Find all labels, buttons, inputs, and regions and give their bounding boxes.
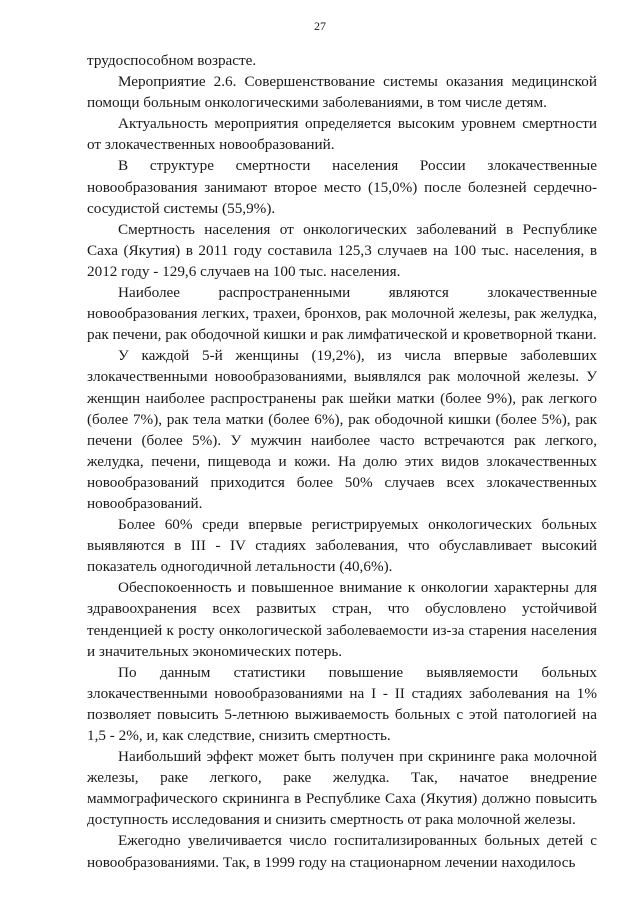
paragraph: По данным статистики повышение выявляемости больных злокачественными новообразованиями на I - II стадиях заболевания на 1% позволяет повысить 5-летнюю выживаемость больных с этой патологией на 1,5 - 2%, и, как следствие, снизить смертность. — [87, 663, 597, 744]
paragraph: Мероприятие 2.6. Совершенствование системы оказания медицинской помощи больным онкологическими заболеваниями, в том числе детям. — [87, 73, 597, 112]
paragraph: Более 60% среди впервые регистрируемых онкологических больных выявляются в III - IV стадиях заболевания, что обуславливает высокий показатель одногодичной летальности (40,6%). — [87, 516, 597, 576]
paragraph: Наибольший эффект может быть получен при скрининге рака молочной железы, раке легкого, раке желудка. Так, начатое внедрение маммографического скрининга в Республике Саха (Якутия) должно повысить доступность исследования и снизить смертность от рака молочной железы. — [87, 748, 597, 829]
paragraph: Обеспокоенность и повышенное внимание к онкологии характерны для здравоохранения всех развитых стран, что обусловлено устойчивой тенденцией к росту онкологической заболеваемости из-за старения населения и значительных экономических потерь. — [87, 579, 597, 660]
paragraph: Смертность населения от онкологических заболеваний в Республике Саха (Якутия) в 2011 году составила 125,3 случаев на 100 тыс. населения, в 2012 году - 129,6 случаев на 100 тыс. населения. — [87, 220, 597, 280]
paragraph: Наиболее распространенными являются злокачественные новообразования легких, трахеи, бронхов, рак молочной железы, рак желудка, рак печени, рак ободочной кишки и рак лимфатической и кроветворной ткани. — [87, 284, 597, 344]
document-body — [87, 50, 597, 873]
paragraph: У каждой 5-й женщины (19,2%), из числа впервые заболевших злокачественными новообразованиями, выявлялся рак молочной железы. У женщин наиболее распространены рак шейки матки (более 9%), рак легкого (более 7%), рак тела матки (более 6%), рак ободочной кишки (более 5%), рак печени (более 5%). У мужчин наиболее часто встречаются рак легкого, желудка, печени, пищевода и кожи. На долю этих видов злокачественных новообразований приходится более 50% случаев всех злокачественных новообразований. — [87, 347, 597, 512]
paragraph: Ежегодно увеличивается число госпитализированных больных детей с новообразованиями. Так, в 1999 году на стационарном лечении находилось — [87, 832, 597, 871]
paragraph: В структуре смертности населения России злокачественные новообразования занимают второе место (15,0%) после болезней сердечно-сосудистой системы (55,9%). — [87, 157, 597, 217]
page-number: 27 — [314, 19, 326, 33]
paragraph: трудоспособном возрасте. — [87, 52, 257, 69]
paragraph: Актуальность мероприятия определяется высоким уровнем смертности от злокачественных новообразований. — [87, 115, 597, 154]
